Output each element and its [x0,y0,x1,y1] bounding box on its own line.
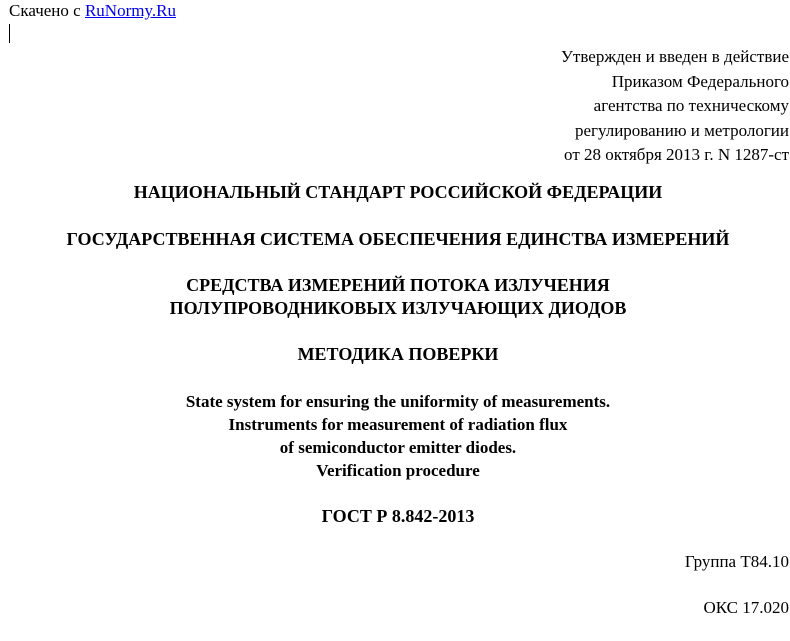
english-title-line: of semiconductor emitter diodes. [279,438,517,457]
state-system-heading [0,228,790,251]
instruments-heading [0,274,790,320]
national-standard-heading [0,181,790,204]
approval-line: от 28 октября 2013 г. N 1287-ст [564,145,789,165]
approval-block [561,45,789,168]
instruments-heading-line: ПОЛУПРОВОДНИКОВЫХ ИЗЛУЧАЮЩИХ ДИОДОВ [169,298,627,318]
english-title-line: State system for ensuring the uniformity of measurements. [185,392,611,411]
approval-line: Утвержден и введен в действие [560,47,789,66]
english-title-line: Verification procedure [316,461,480,480]
approval-line: регулированию и метрологии [574,120,789,140]
state-system-text: ГОСУДАРСТВЕННАЯ СИСТЕМА ОБЕСПЕЧЕНИЯ ЕДИНСТВА ИЗМЕРЕНИЙ [66,229,730,249]
runormy-link[interactable]: RuNormy.Ru [84,1,176,20]
group-code: Группа Т84.10 [684,552,789,571]
source-prefix: Скачено с [9,1,85,20]
approval-line: агентства по техническому [593,96,789,116]
text-cursor [9,24,10,43]
method-heading [0,343,790,366]
national-standard-text: НАЦИОНАЛЬНЫЙ СТАНДАРТ РОССИЙСКОЙ ФЕДЕРАЦИИ [133,182,663,202]
designation-heading [0,505,790,528]
english-title-line: Instruments for measurement of radiation flux [228,415,568,434]
method-heading-text: МЕТОДИКА ПОВЕРКИ [297,344,499,364]
oks-code: ОКС 17.020 [703,598,789,617]
source-line [9,1,176,21]
instruments-heading-line: СРЕДСТВА ИЗМЕРЕНИЙ ПОТОКА ИЗЛУЧЕНИЯ [186,275,610,295]
approval-line: Приказом Федерального [611,71,789,91]
designation-text: ГОСТ Р 8.842-2013 [321,506,475,526]
english-title [0,390,790,482]
